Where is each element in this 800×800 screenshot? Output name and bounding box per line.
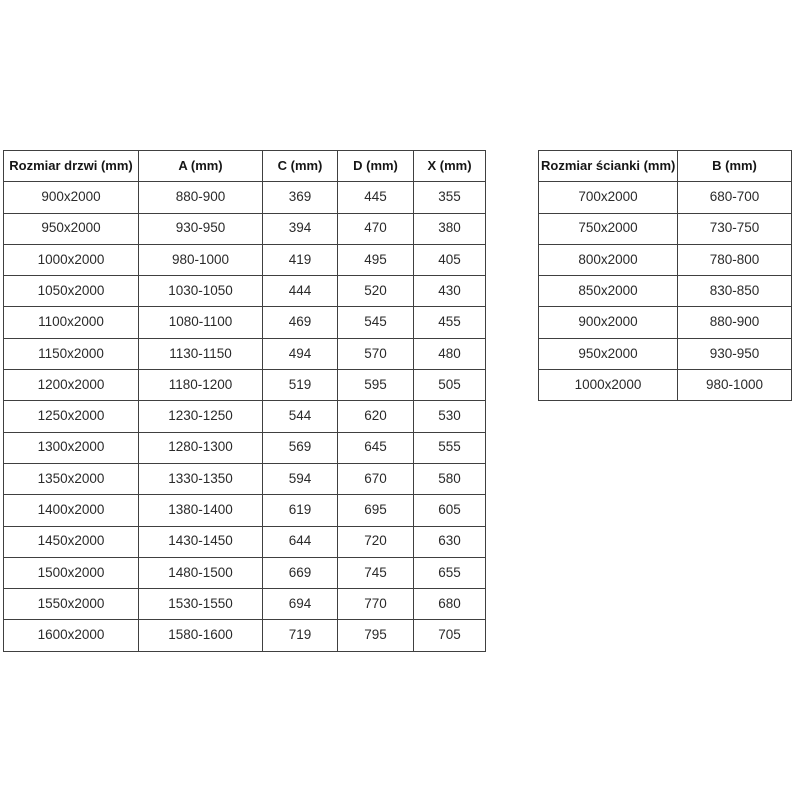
table-cell: 830-850 [678,276,792,307]
header-row [4,151,486,182]
table-cell: 555 [414,432,486,463]
table-cell: 1600x2000 [4,620,139,651]
table-cell: 580 [414,463,486,494]
table-cell: 930-950 [678,338,792,369]
table-cell: 680 [414,589,486,620]
table-cell: 1250x2000 [4,401,139,432]
table-cell: 570 [338,338,414,369]
table-cell: 694 [263,589,338,620]
table-cell: 419 [263,244,338,275]
table-cell: 469 [263,307,338,338]
table-cell: 680-700 [678,182,792,213]
table-row [539,338,792,369]
table-cell: 1150x2000 [4,338,139,369]
table-cell: 405 [414,244,486,275]
table-cell: 545 [338,307,414,338]
table-cell: 950x2000 [539,338,678,369]
table-row [4,463,486,494]
table-cell: 1430-1450 [139,526,263,557]
door-sizes-table [3,150,486,652]
table-cell: 1380-1400 [139,495,263,526]
table-cell: 880-900 [678,307,792,338]
table-row [4,401,486,432]
table-cell: 444 [263,276,338,307]
table-row [4,276,486,307]
table-cell: 645 [338,432,414,463]
table-cell: 595 [338,370,414,401]
column-header: X (mm) [414,151,486,182]
table-cell: 1400x2000 [4,495,139,526]
header-row [539,151,792,182]
table-cell: 1330-1350 [139,463,263,494]
table-row [4,213,486,244]
table-row [4,589,486,620]
table-cell: 495 [338,244,414,275]
table-cell: 700x2000 [539,182,678,213]
table-cell: 1050x2000 [4,276,139,307]
table-cell: 780-800 [678,244,792,275]
table-cell: 1030-1050 [139,276,263,307]
table-row [4,307,486,338]
table-cell: 520 [338,276,414,307]
table-cell: 745 [338,557,414,588]
table-cell: 380 [414,213,486,244]
table-cell: 455 [414,307,486,338]
table-cell: 494 [263,338,338,369]
column-header: D (mm) [338,151,414,182]
table-row [4,620,486,651]
table-cell: 369 [263,182,338,213]
table-cell: 430 [414,276,486,307]
table-cell: 1230-1250 [139,401,263,432]
table-cell: 1550x2000 [4,589,139,620]
table-row [4,338,486,369]
table-cell: 980-1000 [678,370,792,401]
table-cell: 950x2000 [4,213,139,244]
table-cell: 719 [263,620,338,651]
table-cell: 880-900 [139,182,263,213]
table-row [539,307,792,338]
table-cell: 1500x2000 [4,557,139,588]
table-cell: 445 [338,182,414,213]
wall-sizes-table [538,150,792,401]
table-cell: 1130-1150 [139,338,263,369]
table-row [4,526,486,557]
table-cell: 530 [414,401,486,432]
table-cell: 470 [338,213,414,244]
table-cell: 1280-1300 [139,432,263,463]
column-header: Rozmiar ścianki (mm) [539,151,678,182]
table-cell: 505 [414,370,486,401]
table-cell: 1180-1200 [139,370,263,401]
table-row [539,182,792,213]
table-cell: 795 [338,620,414,651]
table-cell: 644 [263,526,338,557]
table-cell: 900x2000 [4,182,139,213]
table-cell: 1350x2000 [4,463,139,494]
door-sizes-table-container [3,150,485,652]
table-cell: 900x2000 [539,307,678,338]
table-cell: 655 [414,557,486,588]
table-cell: 605 [414,495,486,526]
table-cell: 630 [414,526,486,557]
table-cell: 730-750 [678,213,792,244]
table-cell: 1450x2000 [4,526,139,557]
table-cell: 1000x2000 [4,244,139,275]
column-header: C (mm) [263,151,338,182]
table-cell: 1080-1100 [139,307,263,338]
wall-sizes-table-container [538,150,791,401]
table-cell: 695 [338,495,414,526]
table-row [4,495,486,526]
table-cell: 750x2000 [539,213,678,244]
table-cell: 620 [338,401,414,432]
table-cell: 1100x2000 [4,307,139,338]
table-cell: 1000x2000 [539,370,678,401]
table-cell: 569 [263,432,338,463]
table-cell: 770 [338,589,414,620]
table-row [4,432,486,463]
table-row [539,370,792,401]
table-cell: 619 [263,495,338,526]
table-cell: 670 [338,463,414,494]
table-row [539,244,792,275]
table-cell: 850x2000 [539,276,678,307]
table-cell: 980-1000 [139,244,263,275]
table-cell: 930-950 [139,213,263,244]
table-cell: 1480-1500 [139,557,263,588]
table-cell: 480 [414,338,486,369]
table-row [4,244,486,275]
table-cell: 720 [338,526,414,557]
table-row [4,182,486,213]
table-cell: 705 [414,620,486,651]
table-cell: 1300x2000 [4,432,139,463]
table-cell: 394 [263,213,338,244]
column-header: B (mm) [678,151,792,182]
table-cell: 1530-1550 [139,589,263,620]
table-cell: 519 [263,370,338,401]
column-header: Rozmiar drzwi (mm) [4,151,139,182]
table-cell: 1580-1600 [139,620,263,651]
column-header: A (mm) [139,151,263,182]
table-row [539,213,792,244]
table-cell: 355 [414,182,486,213]
table-cell: 800x2000 [539,244,678,275]
table-row [4,557,486,588]
table-cell: 1200x2000 [4,370,139,401]
table-row [4,370,486,401]
table-cell: 544 [263,401,338,432]
table-cell: 669 [263,557,338,588]
table-row [539,276,792,307]
table-cell: 594 [263,463,338,494]
